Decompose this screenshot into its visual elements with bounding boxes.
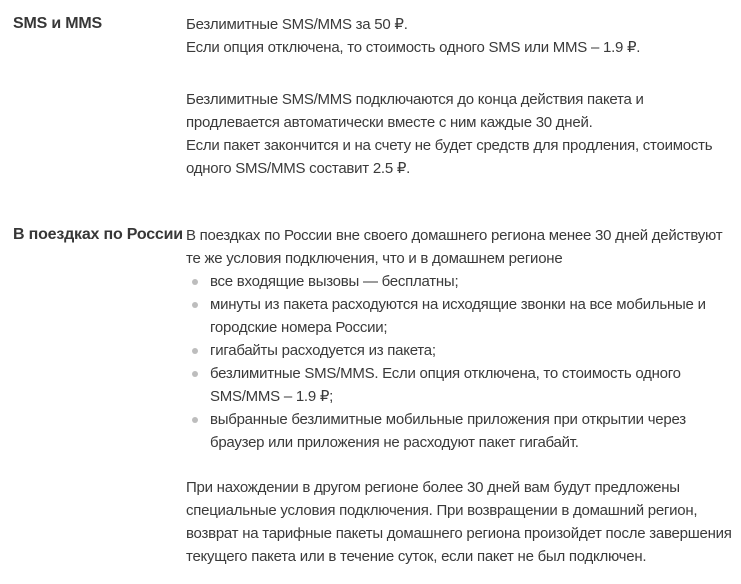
list-item: минуты из пакета расходуются на исходящие звонки на все мобильные и городские номера России; — [186, 293, 733, 339]
section-content-travel-russia — [186, 224, 733, 568]
text-line: Безлимитные SMS/MMS за 50 ₽. — [186, 16, 408, 33]
section-label-sms-mms: SMS и MMS — [13, 15, 102, 32]
paragraph-sms-price — [186, 13, 733, 59]
text-line: Если пакет закончится и на счету не будет средств для продления, стоимость одного SMS/MMS составит 2.5 ₽. — [186, 137, 713, 177]
travel-conditions-list — [186, 270, 733, 454]
list-item: гигабайты расходуется из пакета; — [186, 339, 733, 362]
paragraph-travel-outro — [186, 476, 733, 568]
section-sms-mms — [13, 13, 733, 180]
text-line: Безлимитные SMS/MMS подключаются до конца действия пакета и продлевается автоматически вместе с ним каждые 30 дней. — [186, 91, 644, 131]
paragraph-sms-renewal — [186, 88, 733, 180]
section-content-sms-mms — [186, 13, 733, 180]
section-label-travel-russia: В поездках по России — [13, 226, 183, 243]
list-item: выбранные безлимитные мобильные приложения при открытии через браузер или приложения не расходуют пакет гигабайт. — [186, 408, 733, 454]
paragraph-travel-intro — [186, 224, 733, 270]
list-item: безлимитные SMS/MMS. Если опция отключена, то стоимость одного SMS/MMS – 1.9 ₽; — [186, 362, 733, 408]
text-line: При нахождении в другом регионе более 30 дней вам будут предложены специальные условия подключения. При возвращении в домашний регион, возврат на тарифные пакеты домашнего региона произойдет после завершения текущего пакета или в течение суток, если пакет не был подключен. — [186, 479, 732, 565]
text-line: Если опция отключена, то стоимость одного SMS или MMS – 1.9 ₽. — [186, 39, 641, 56]
text-line: В поездках по России вне своего домашнего региона менее 30 дней действуют те же условия подключения, что и в домашнем регионе — [186, 227, 723, 267]
list-item: все входящие вызовы — бесплатны; — [186, 270, 733, 293]
section-travel-russia — [13, 224, 733, 568]
